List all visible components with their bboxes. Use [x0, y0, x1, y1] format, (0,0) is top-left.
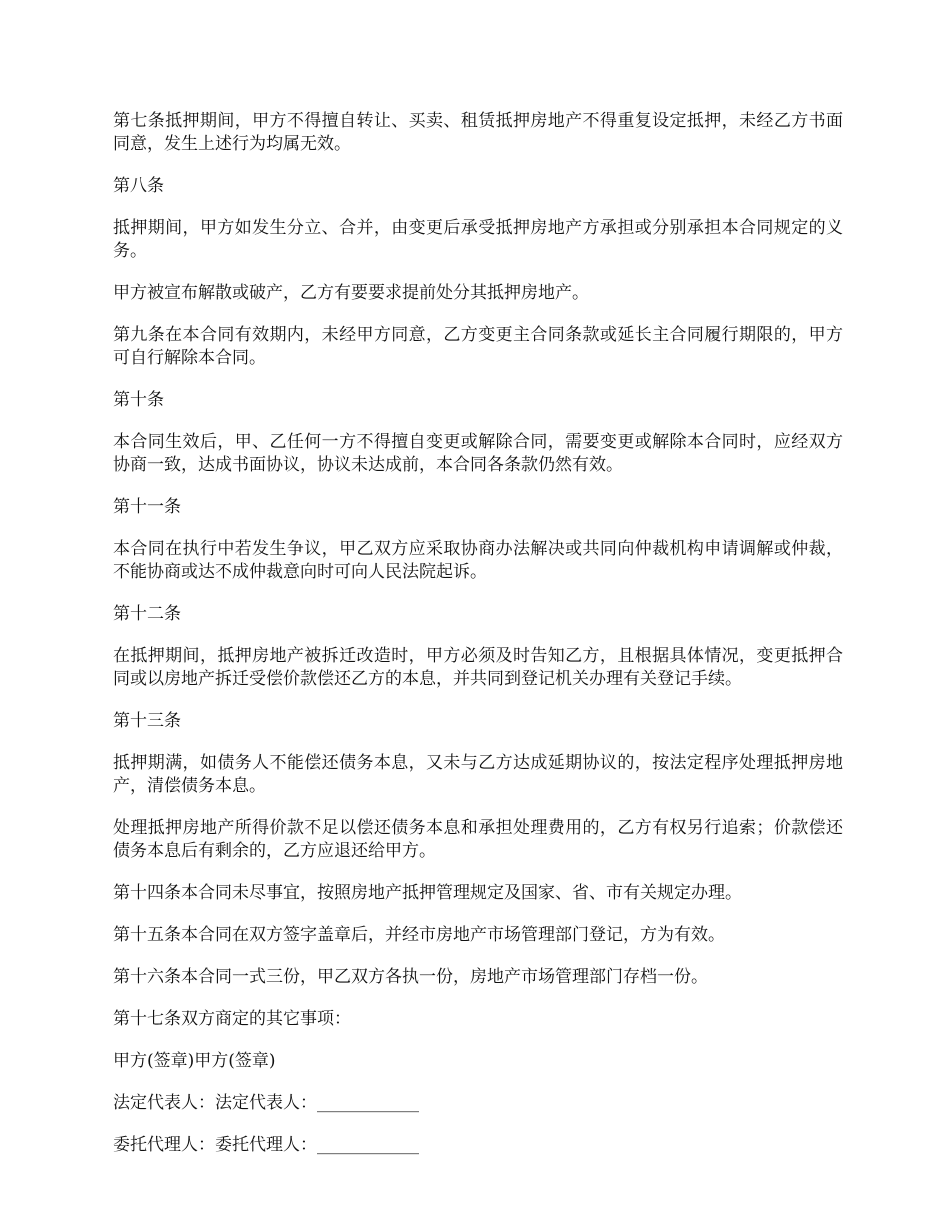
article-8-heading: 第八条: [113, 176, 164, 196]
article-11-text: 本合同在执行中若发生争议，甲乙双方应采取协商办法解决或共同向仲裁机构申请调解或仲裁，不能协商或达不成仲裁意向时可向人民法院起诉。: [113, 539, 843, 582]
article-13-heading: 第十三条: [113, 711, 181, 731]
article-15-text: 第十五条本合同在双方签字盖章后，并经市房地产市场管理部门登记，方为有效。: [113, 925, 725, 945]
article-9-text: 第九条在本合同有效期内，未经甲方同意，乙方变更主合同条款或延长主合同履行期限的，甲方可自行解除本合同。: [113, 325, 843, 368]
article-8-clause-2: 甲方被宣布解散或破产，乙方有要要求提前处分其抵押房地产。: [113, 283, 589, 303]
article-10-text: 本合同生效后，甲、乙任何一方不得擅自变更或解除合同，需要变更或解除本合同时，应经双方协商一致，达成书面协议，协议未达成前，本合同各条款仍然有效。: [113, 432, 843, 475]
document-body: [113, 110, 843, 1176]
article-7-text: 第七条抵押期间，甲方不得擅自转让、买卖、租赁抵押房地产不得重复设定抵押，未经乙方书面同意，发生上述行为均属无效。: [113, 111, 843, 154]
article-13-clause-2: 处理抵押房地产所得价款不足以偿还债务本息和承担处理费用的，乙方有权另行追索；价款偿还债务本息后有剩余的，乙方应退还给甲方。: [113, 818, 843, 861]
article-12-heading: 第十二条: [113, 604, 181, 624]
article-8-clause-1: 抵押期间，甲方如发生分立、合并，由变更后承受抵押房地产方承担或分别承担本合同规定的义务。: [113, 218, 843, 261]
signature-party-line: 甲方(签章)甲方(签章): [113, 1051, 276, 1071]
article-13-clause-1: 抵押期满，如债务人不能偿还债务本息，又未与乙方达成延期协议的，按法定程序处理抵押房地产，清偿债务本息。: [113, 753, 843, 796]
article-16-text: 第十六条本合同一式三份，甲乙双方各执一份，房地产市场管理部门存档一份。: [113, 967, 708, 987]
article-11-heading: 第十一条: [113, 497, 181, 517]
article-14-text: 第十四条本合同未尽事宜，按照房地产抵押管理规定及国家、省、市有关规定办理。: [113, 883, 742, 903]
article-17-text: 第十七条双方商定的其它事项：: [113, 1009, 351, 1029]
article-10-heading: 第十条: [113, 390, 164, 410]
article-12-text: 在抵押期间，抵押房地产被拆迁改造时，甲方必须及时告知乙方，且根据具体情况，变更抵押合同或以房地产拆迁受偿价款偿还乙方的本息，并共同到登记机关办理有关登记手续。: [113, 646, 843, 689]
legal-representative-line: 法定代表人：法定代表人：____________: [113, 1093, 419, 1113]
authorized-agent-line: 委托代理人：委托代理人：____________: [113, 1135, 419, 1155]
